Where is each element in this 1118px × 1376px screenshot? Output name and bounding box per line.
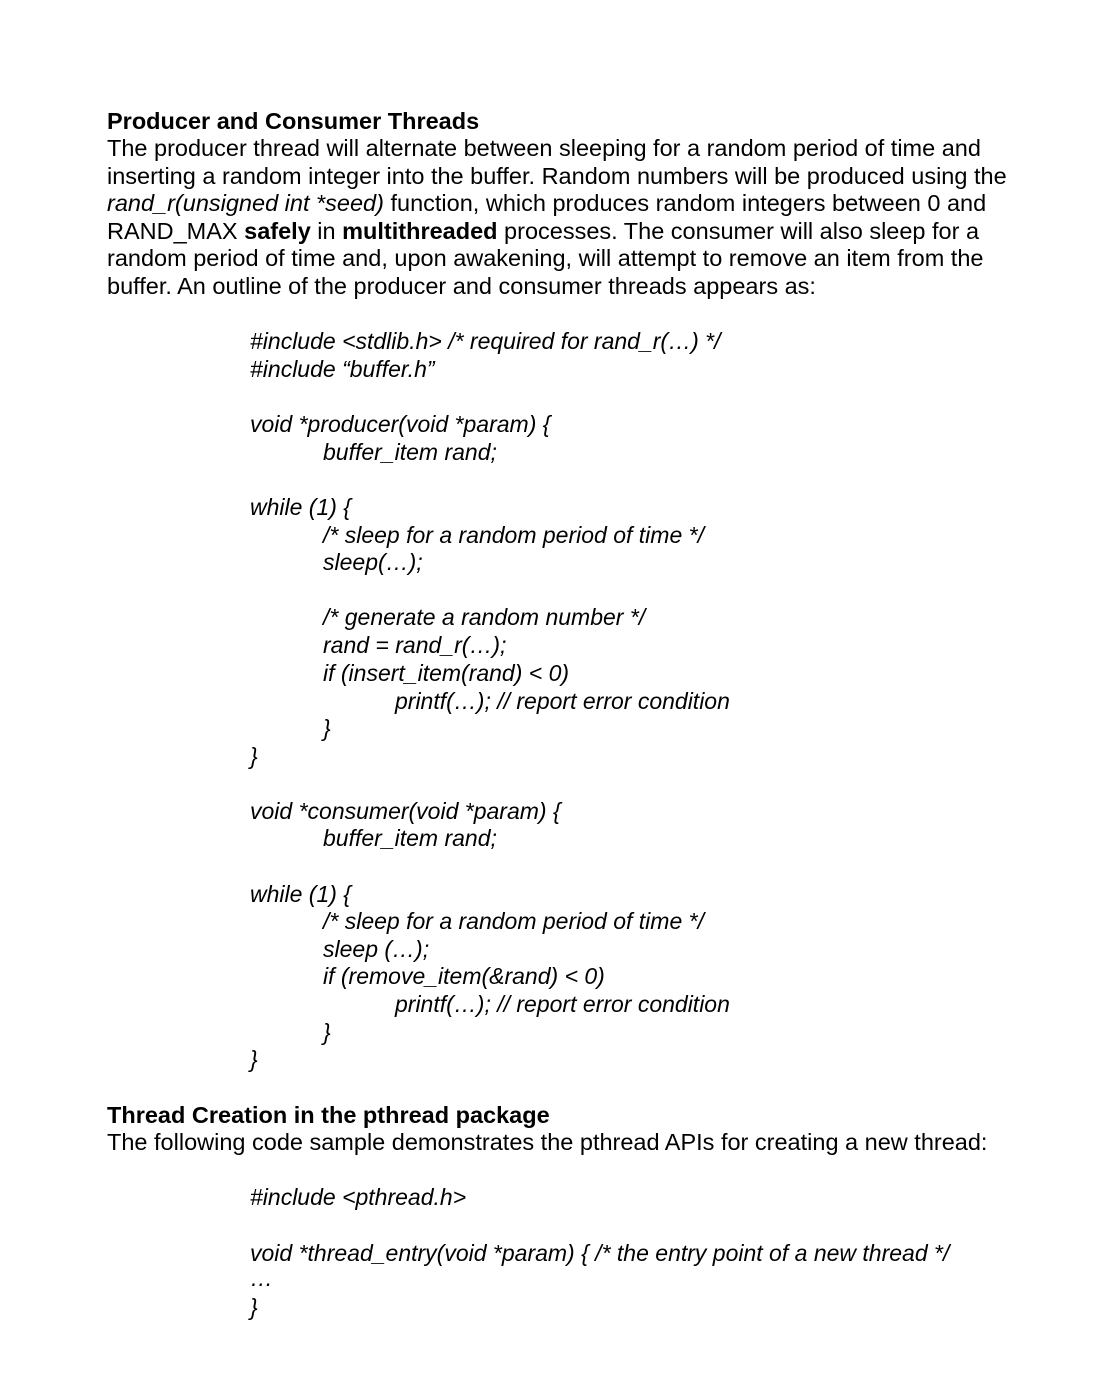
code-consumer-inner-close: } xyxy=(323,1019,331,1045)
code-producer-if: if (insert_item(rand) < 0) xyxy=(323,660,570,686)
code-producer-declaration: buffer_item rand; xyxy=(323,439,497,465)
code-consumer-sleep: sleep (…); xyxy=(323,936,430,962)
code-thread-entry-signature: void *thread_entry(void *param) { /* the entry point of a new thread */ xyxy=(250,1240,950,1266)
code-producer-signature: void *producer(void *param) { xyxy=(250,411,551,437)
code-producer-sleep: sleep(…); xyxy=(323,549,423,575)
code-consumer-if: if (remove_item(&rand) < 0) xyxy=(323,963,605,989)
paragraph-line-5: random period of time and, upon awakening, will attempt to remove an item from the xyxy=(107,245,984,272)
safely-bold: safely xyxy=(244,217,311,244)
code-consumer-sleep-comment: /* sleep for a random period of time */ xyxy=(323,908,704,934)
paragraph-line-2: inserting a random integer into the buffer. Random numbers will be produced using the xyxy=(107,162,1007,189)
section-heading-thread-creation: Thread Creation in the pthread package xyxy=(107,1102,550,1128)
code-consumer-while: while (1) { xyxy=(250,881,351,907)
in-text: in xyxy=(310,217,343,244)
code-producer-rand: rand = rand_r(…); xyxy=(323,632,507,658)
code-consumer-printf: printf(…); // report error condition xyxy=(395,991,730,1017)
thread-creation-paragraph: The following code sample demonstrates the pthread APIs for creating a new thread: xyxy=(107,1129,988,1155)
code-consumer-signature: void *consumer(void *param) { xyxy=(250,798,561,824)
code-producer-while: while (1) { xyxy=(250,494,351,520)
code-consumer-close: } xyxy=(250,1046,258,1072)
code-producer-generate-comment: /* generate a random number */ xyxy=(323,604,646,630)
paragraph-line-3-rest: function, which produces random integers between 0 and xyxy=(383,190,987,217)
multithreaded-bold: multithreaded xyxy=(342,217,498,244)
code-consumer-declaration: buffer_item rand; xyxy=(323,825,497,851)
paragraph-line-3 xyxy=(107,190,986,218)
code-producer-sleep-comment: /* sleep for a random period of time */ xyxy=(323,522,704,548)
code-include-stdlib: #include <stdlib.h> /* required for rand_r(…) */ xyxy=(250,328,721,354)
code-include-pthread: #include <pthread.h> xyxy=(250,1184,467,1210)
code-include-buffer: #include “buffer.h” xyxy=(250,356,435,382)
code-producer-inner-close: } xyxy=(323,715,331,741)
code-thread-entry-close: } xyxy=(250,1294,258,1320)
paragraph-line-6: buffer. An outline of the producer and consumer threads appears as: xyxy=(107,273,816,299)
paragraph-line-4 xyxy=(107,218,979,246)
code-producer-printf: printf(…); // report error condition xyxy=(395,688,730,714)
paragraph-line-4-rest: processes. The consumer will also sleep for a xyxy=(497,217,980,244)
rand-max-text: RAND_MAX xyxy=(107,217,245,244)
code-producer-close: } xyxy=(250,743,258,769)
code-thread-entry-ellipsis: … xyxy=(250,1265,273,1291)
rand-r-function-ref: rand_r(unsigned int *seed) xyxy=(107,190,384,217)
paragraph-line-1: The producer thread will alternate between sleeping for a random period of time and xyxy=(107,135,981,161)
section-heading-producer-consumer: Producer and Consumer Threads xyxy=(107,108,480,134)
